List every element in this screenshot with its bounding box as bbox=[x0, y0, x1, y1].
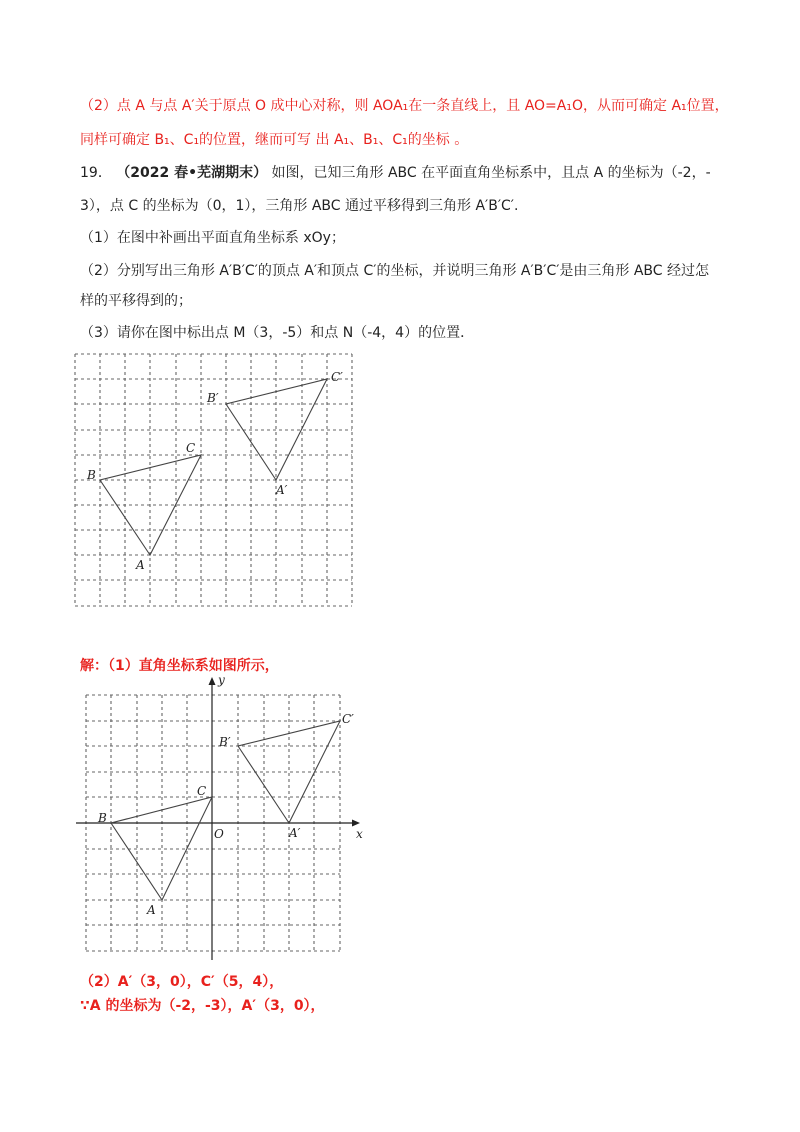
label-y-axis: y bbox=[218, 673, 225, 687]
triangle-a-prime-b-prime-c-prime bbox=[226, 379, 327, 480]
label-origin: O bbox=[214, 827, 224, 841]
triangle-abc bbox=[100, 455, 201, 555]
label-c: C bbox=[186, 441, 196, 455]
problem-number: 19． bbox=[80, 165, 112, 181]
y-axis-arrow-icon bbox=[209, 677, 216, 685]
label-c-prime-solution: C′ bbox=[342, 712, 354, 726]
label-b-prime: B′ bbox=[207, 391, 219, 405]
triangle-a-prime-b-prime-c-prime-solution bbox=[238, 721, 340, 823]
question-3: （3）请你在图中标出点 M（3，-5）和点 N（-4，4）的位置． bbox=[80, 325, 475, 341]
label-a-prime-solution: A′ bbox=[289, 826, 301, 840]
problem-stem-2: 3），点 C 的坐标为（0，1），三角形 ABC 通过平移得到三角形 A′B′C′. bbox=[80, 198, 519, 214]
label-a-prime: A′ bbox=[276, 483, 288, 497]
label-x-axis: x bbox=[356, 827, 363, 841]
figure-2-gridlines bbox=[86, 695, 340, 951]
hint-line-1: （2）点 A 与点 A′关于原点 O 成中心对称，则 AOA₁在一条直线上，且 AO=A₁O，从而可确定 A₁位置， bbox=[80, 98, 729, 114]
hint-line-2: 同样可确定 B₁、C₁的位置，继而可写 出 A₁、B₁、C₁的坐标 。 bbox=[80, 132, 469, 148]
problem-stem-1: 如图，已知三角形 ABC 在平面直角坐标系中，且点 A 的坐标为（-2，- bbox=[271, 165, 711, 181]
question-2-line-1: （2）分别写出三角形 A′B′C′的顶点 A′和顶点 C′的坐标，并说明三角形 A′B′C′是由三角形 ABC 经过怎 bbox=[80, 263, 710, 279]
x-axis-arrow-icon bbox=[352, 820, 360, 827]
problem-source: （2022 春•芜湖期末） bbox=[116, 165, 268, 181]
solution-line-1: 解：（1）直角坐标系如图所示， bbox=[80, 658, 279, 674]
solution-line-3: ∵A 的坐标为（-2，-3），A′（3，0）， bbox=[80, 998, 325, 1014]
triangle-abc-solution bbox=[111, 797, 212, 900]
label-c-solution: C bbox=[197, 784, 207, 798]
question-1: （1）在图中补画出平面直角坐标系 xOy； bbox=[80, 230, 345, 246]
solution-line-2: （2）A′（3，0），C′（5，4）， bbox=[80, 974, 284, 990]
question-2-line-2: 样的平移得到的； bbox=[80, 293, 192, 309]
problem-19-line-1 bbox=[80, 163, 711, 183]
label-a: A bbox=[136, 558, 145, 572]
label-c-prime: C′ bbox=[331, 370, 343, 384]
label-b: B bbox=[87, 468, 96, 482]
label-a-solution: A bbox=[147, 903, 156, 917]
figure-1-gridlines bbox=[75, 354, 352, 606]
label-b-solution: B bbox=[98, 811, 107, 825]
label-b-prime-solution: B′ bbox=[219, 735, 231, 749]
